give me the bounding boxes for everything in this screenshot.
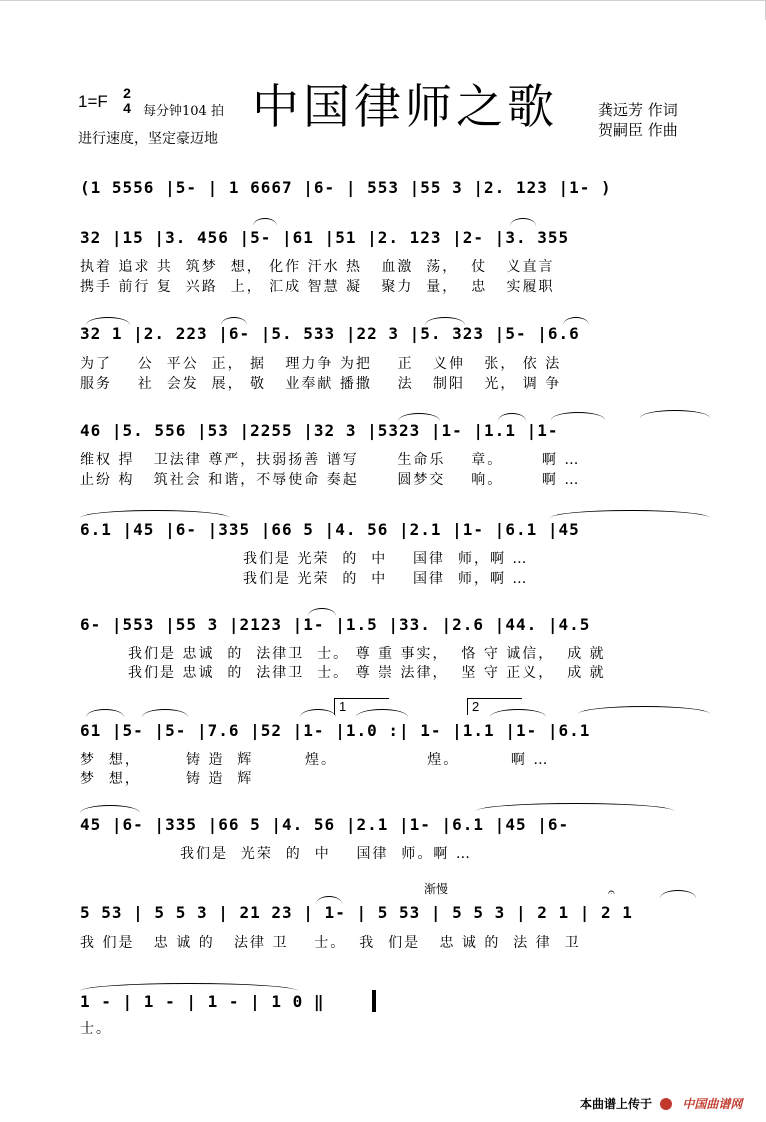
fermata-mark: 𝄐 (608, 885, 615, 899)
score-line-9: 5 53 | 5 5 3 | 21 23 | 1- | 5 53 | 5 5 3 | 2 1 | 2 1 (80, 903, 633, 922)
site-logo-icon (660, 1098, 672, 1110)
score-line-3: 32 1 |2. 223 |6- |5. 533 |22 3 |5. 323 |5- |6.6 (80, 324, 580, 343)
slur (356, 709, 408, 717)
score-line-2: 32 |15 |3. 456 |5- |61 |51 |2. 123 |2- |3. 355 (80, 228, 570, 247)
slur (142, 709, 188, 717)
time-signature-bottom: 4 (123, 100, 131, 116)
slur (476, 803, 674, 811)
lyric-line-4a: 维权 捍 卫法律 尊严，扶弱扬善 谱写 生命乐 章。 啊 … (80, 452, 581, 468)
score-line-1: (1 5556 |5- | 1 6667 |6- | 553 |55 3 |2. 123 |1- ) (80, 178, 612, 197)
slur (660, 890, 696, 898)
lyric-line-6a: 我们是 忠诚 的 法律卫 士。 尊 重 事实， 恪 守 诚信， 成 就 (128, 646, 606, 662)
lyric-line-4b: 止纷 构 筑社会 和谐，不辱使命 奏起 圆梦交 响。 啊 … (80, 472, 581, 488)
slur (550, 510, 710, 518)
page-top-border (0, 0, 766, 1)
lyric-line-9: 我 们是 忠 诚 的 法律 卫 士。 我 们是 忠 诚 的 法 律 卫 (80, 935, 581, 951)
time-signature-top: 2 (123, 85, 131, 101)
credits (598, 100, 678, 140)
slur (578, 706, 710, 714)
slur (80, 983, 298, 991)
final-barline (372, 990, 376, 1012)
footer-site-link[interactable]: 中国曲谱网 (682, 1097, 743, 1111)
slur (490, 709, 546, 717)
slur (398, 413, 440, 421)
lyric-line-7a: 梦 想， 铸 造 辉 煌。 煌。 啊 … (80, 752, 550, 768)
slur (498, 413, 526, 421)
lyric-line-10: 士。 (80, 1021, 112, 1037)
slur (80, 510, 230, 518)
lyric-line-8: 我们是 光荣 的 中 国律 师。啊 … (180, 846, 472, 862)
lyric-line-3b: 服务 社 会发 展， 敬 业奉献 播撒 法 制阳 光， 调 争 (80, 376, 562, 392)
score-line-6: 6- |553 |55 3 |2123 |1- |1.5 |33. |2.6 |44. |4.5 (80, 615, 591, 634)
time-signature (121, 86, 133, 116)
slur (253, 218, 277, 226)
slur (551, 412, 605, 420)
lyricist-credit: 龚远芳 作词 (598, 101, 678, 119)
volta-1: 1 (334, 698, 389, 715)
composer-credit: 贺嗣臣 作曲 (598, 121, 678, 139)
key-signature: 1=F (78, 92, 108, 111)
expression-marking: 进行速度，坚定豪迈地 (78, 131, 218, 147)
lyric-line-5b: 我们是 光荣 的 中 国律 师，啊 … (243, 571, 529, 587)
score-line-8: 45 |6- |335 |66 5 |4. 56 |2.1 |1- |6.1 |45 |6- (80, 815, 570, 834)
ritardando-marking: 渐慢 (424, 882, 449, 896)
slur (80, 805, 140, 813)
lyric-line-2b: 携手 前行 复 兴路 上， 汇成 智慧 凝 聚力 量， 忠 实履职 (80, 279, 555, 295)
volta-2: 2 (467, 698, 522, 715)
lyric-line-7b: 梦 想， 铸 造 辉 (80, 771, 254, 787)
tempo-marking: 每分钟104 拍 (143, 104, 224, 119)
lyric-line-2a: 执着 追求 共 筑梦 想， 化作 汗水 热 血激 荡， 仗 义直言 (80, 259, 555, 275)
song-title: 中国律师之歌 (252, 80, 558, 135)
slur (86, 709, 124, 717)
footer-text: 本曲谱上传于 (580, 1097, 653, 1111)
score-line-4: 46 |5. 556 |53 |2255 |32 3 |5323 |1- |1.1 |1- (80, 421, 559, 440)
slur (510, 218, 536, 226)
lyric-line-6b: 我们是 忠诚 的 法律卫 士。 尊 崇 法律， 坚 守 正义， 成 就 (128, 665, 606, 681)
slur (640, 410, 710, 418)
lyric-line-3a: 为了 公 平公 正， 据 理力争 为把 正 义伸 张， 依 法 (80, 356, 562, 372)
footer (580, 1095, 742, 1112)
score-line-7: 61 |5- |5- |7.6 |52 |1- |1.0 :| 1- |1.1 |1- |6.1 (80, 721, 591, 740)
score-line-5: 6.1 |45 |6- |335 |66 5 |4. 56 |2.1 |1- |6.1 |45 (80, 520, 580, 539)
lyric-line-5a: 我们是 光荣 的 中 国律 师，啊 … (243, 551, 529, 567)
score-line-10: 1 - | 1 - | 1 - | 1 0 ‖ (80, 992, 325, 1011)
slur (300, 709, 336, 717)
